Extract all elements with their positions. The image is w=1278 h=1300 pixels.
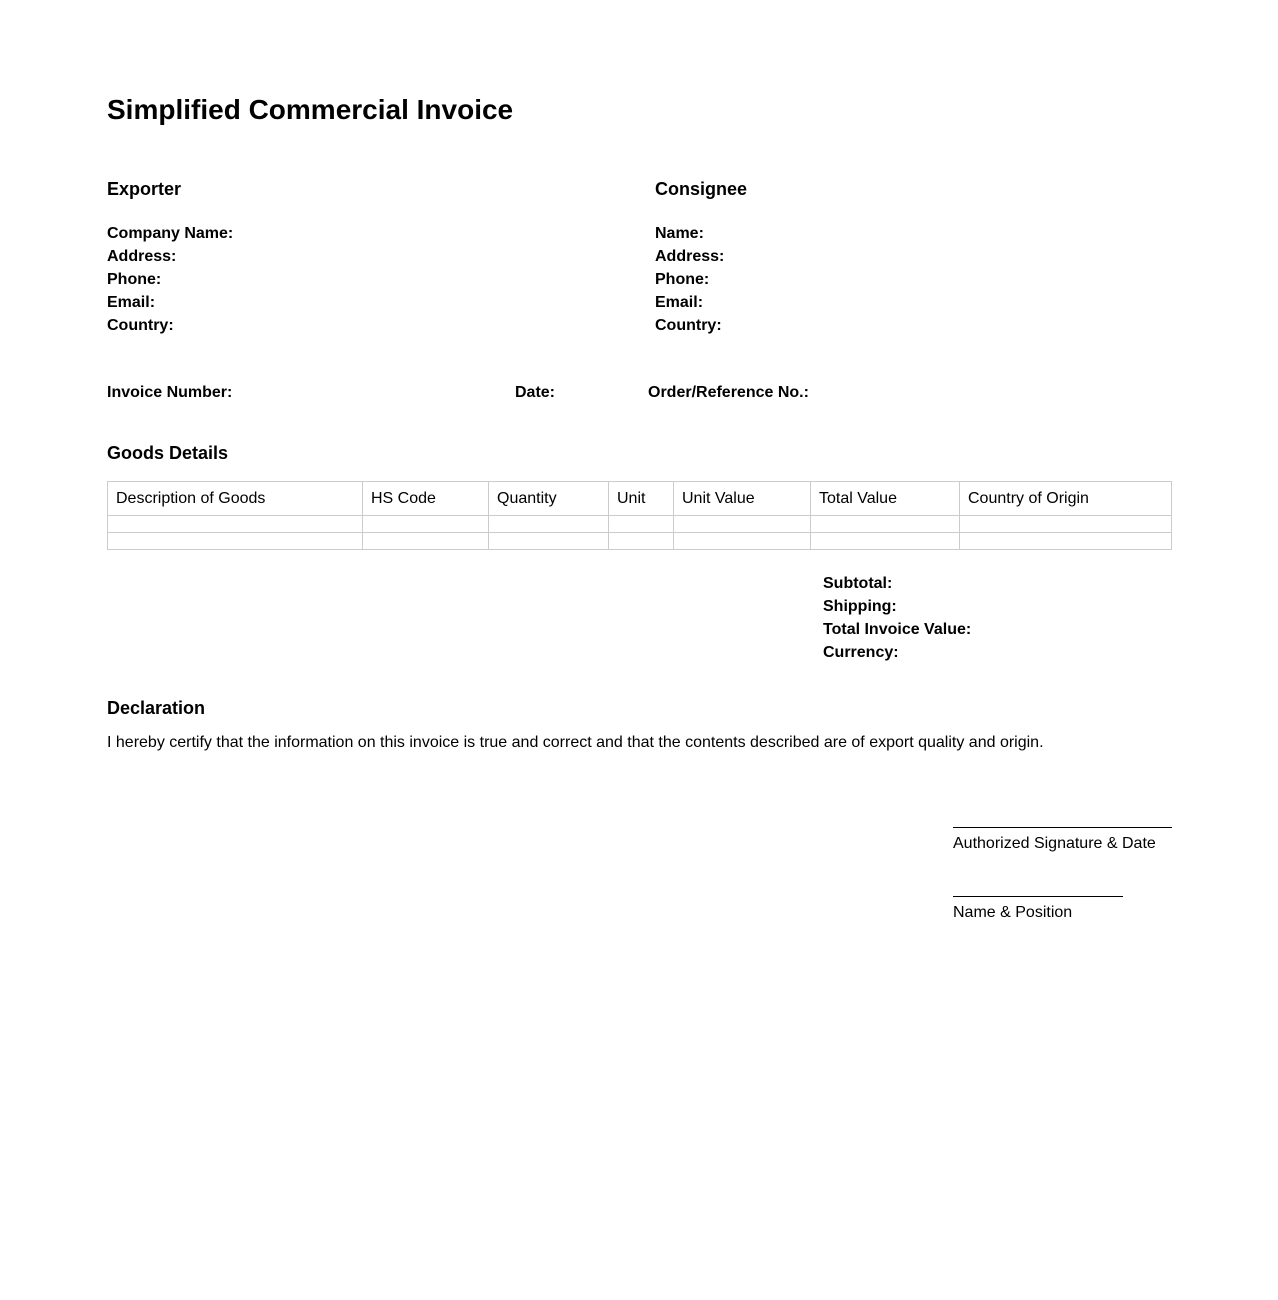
table-cell xyxy=(811,533,960,550)
table-row xyxy=(108,516,1172,533)
consignee-fields xyxy=(655,222,1171,337)
column-header-unit-value: Unit Value xyxy=(674,482,811,516)
totals-section xyxy=(823,572,1171,664)
table-cell xyxy=(960,516,1172,533)
consignee-country-label: Country: xyxy=(655,317,722,334)
invoice-meta-row xyxy=(107,385,1171,401)
table-cell xyxy=(489,516,609,533)
table-cell xyxy=(108,516,363,533)
consignee-address-label: Address: xyxy=(655,248,725,265)
table-cell xyxy=(674,533,811,550)
name-position-line xyxy=(953,896,1123,922)
column-header-total-value: Total Value xyxy=(811,482,960,516)
column-header-unit: Unit xyxy=(609,482,674,516)
consignee-email-label: Email: xyxy=(655,294,704,311)
page-title: Simplified Commercial Invoice xyxy=(107,94,514,125)
total-invoice-value-label: Total Invoice Value: xyxy=(823,621,972,638)
table-cell xyxy=(609,533,674,550)
exporter-section xyxy=(107,180,655,337)
order-reference-label: Order/Reference No.: xyxy=(648,384,809,401)
currency-label: Currency: xyxy=(823,644,899,661)
table-cell xyxy=(108,533,363,550)
exporter-fields xyxy=(107,222,655,337)
table-cell xyxy=(960,533,1172,550)
exporter-heading: Exporter xyxy=(107,179,182,199)
table-cell xyxy=(674,516,811,533)
consignee-phone-label: Phone: xyxy=(655,271,710,288)
subtotal-label: Subtotal: xyxy=(823,575,893,592)
exporter-company-name-label: Company Name: xyxy=(107,225,234,242)
exporter-address-label: Address: xyxy=(107,248,177,265)
exporter-phone-label: Phone: xyxy=(107,271,162,288)
declaration-heading: Declaration xyxy=(107,698,206,718)
signature-section xyxy=(953,827,1171,922)
name-position-label: Name & Position xyxy=(953,904,1073,921)
table-cell xyxy=(811,516,960,533)
table-cell xyxy=(489,533,609,550)
table-cell xyxy=(363,516,489,533)
column-header-description: Description of Goods xyxy=(108,482,363,516)
consignee-section xyxy=(655,180,1171,337)
date-label: Date: xyxy=(515,384,556,401)
exporter-email-label: Email: xyxy=(107,294,156,311)
consignee-heading: Consignee xyxy=(655,179,748,199)
table-row xyxy=(108,533,1172,550)
parties-section xyxy=(107,180,1171,337)
column-header-country-of-origin: Country of Origin xyxy=(960,482,1172,516)
goods-table xyxy=(107,481,1172,550)
column-header-hs-code: HS Code xyxy=(363,482,489,516)
declaration-text: I hereby certify that the information on this invoice is true and correct and that the contents described are of export quality and origin. xyxy=(107,734,1044,751)
invoice-number-label: Invoice Number: xyxy=(107,384,233,401)
table-cell xyxy=(363,533,489,550)
authorized-signature-label: Authorized Signature & Date xyxy=(953,835,1156,852)
goods-table-header-row xyxy=(108,482,1172,516)
authorized-signature-line xyxy=(953,827,1172,853)
column-header-quantity: Quantity xyxy=(489,482,609,516)
exporter-country-label: Country: xyxy=(107,317,174,334)
consignee-name-label: Name: xyxy=(655,225,704,242)
goods-details-heading: Goods Details xyxy=(107,443,229,463)
shipping-label: Shipping: xyxy=(823,598,897,615)
table-cell xyxy=(609,516,674,533)
